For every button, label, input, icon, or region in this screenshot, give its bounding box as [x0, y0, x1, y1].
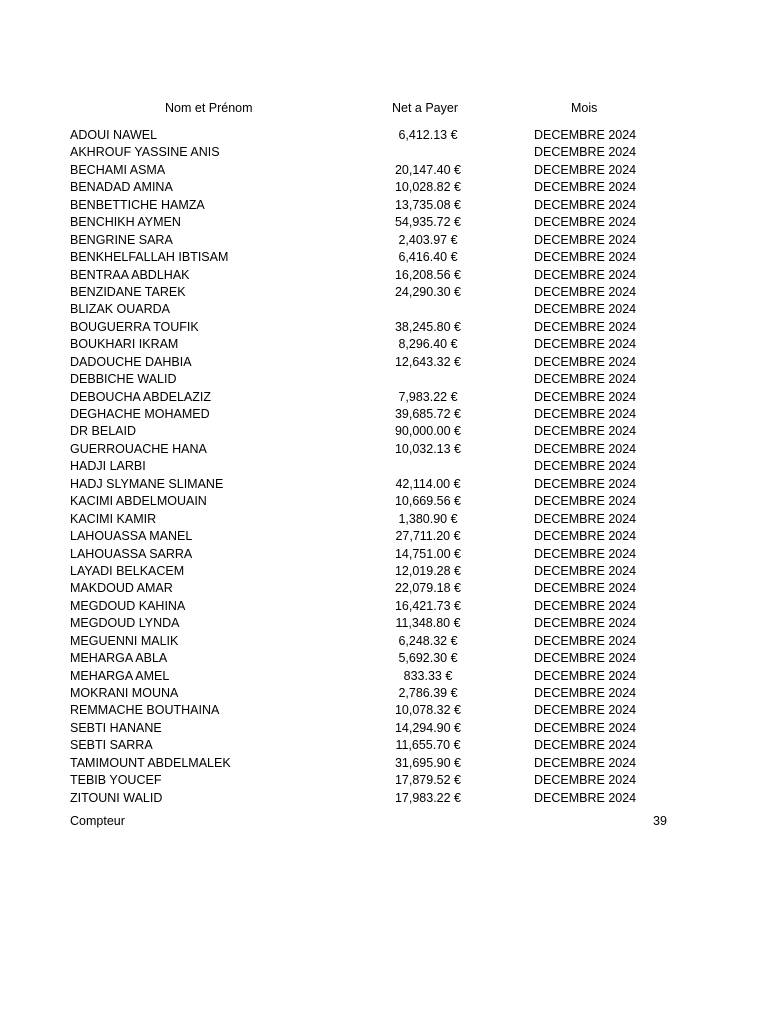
cell-net-pay: 20,147.40 € — [394, 162, 462, 177]
cell-name: MEGDOUD KAHINA — [70, 598, 186, 613]
cell-month: DECEMBRE 2024 — [534, 738, 637, 753]
table-row — [70, 162, 680, 179]
cell-net-pay: 14,751.00 € — [394, 546, 462, 561]
cell-name: SEBTI SARRA — [70, 738, 153, 753]
cell-month: DECEMBRE 2024 — [534, 633, 637, 648]
table-row — [70, 354, 680, 371]
cell-month: DECEMBRE 2024 — [534, 581, 637, 596]
cell-net-pay: 11,348.80 € — [395, 616, 461, 631]
cell-month: DECEMBRE 2024 — [534, 598, 637, 613]
cell-month: DECEMBRE 2024 — [534, 424, 637, 439]
table-row — [70, 720, 680, 737]
cell-month: DECEMBRE 2024 — [534, 773, 637, 788]
cell-name: DEGHACHE MOHAMED — [70, 407, 210, 421]
table-row — [70, 284, 680, 301]
cell-net-pay: 90,000.00 € — [394, 424, 462, 439]
cell-name: KACIMI ABDELMOUAIN — [70, 494, 207, 509]
cell-month: DECEMBRE 2024 — [534, 720, 637, 735]
cell-month: DECEMBRE 2024 — [534, 180, 637, 195]
table-row — [70, 580, 680, 597]
cell-month: DECEMBRE 2024 — [534, 755, 637, 770]
table-row — [70, 336, 680, 353]
table-row — [70, 790, 680, 807]
cell-month: DECEMBRE 2024 — [534, 337, 637, 352]
cell-month: DECEMBRE 2024 — [534, 459, 637, 474]
cell-name: HADJ SLYMANE SLIMANE — [70, 476, 224, 491]
cell-month: DECEMBRE 2024 — [534, 197, 637, 212]
table-row — [70, 737, 680, 754]
table-body — [70, 127, 680, 807]
cell-name: BENADAD AMINA — [70, 180, 173, 195]
table-row — [70, 755, 680, 772]
cell-net-pay: 10,078.32 € — [394, 703, 462, 718]
table-row — [70, 214, 680, 231]
cell-net-pay: 6,412.13 € — [398, 128, 458, 142]
counter-value: 39 — [653, 814, 667, 829]
table-row — [70, 633, 680, 650]
table-row — [70, 144, 680, 161]
cell-month: DECEMBRE 2024 — [534, 546, 637, 561]
cell-net-pay: 6,248.32 € — [398, 633, 458, 648]
cell-month: DECEMBRE 2024 — [534, 319, 637, 334]
payroll-table — [70, 101, 680, 830]
cell-name: DEBBICHE WALID — [70, 372, 177, 387]
cell-month: DECEMBRE 2024 — [534, 703, 637, 718]
cell-name: BENZIDANE TAREK — [70, 284, 186, 299]
cell-net-pay: 42,114.00 € — [395, 476, 461, 491]
cell-month: DECEMBRE 2024 — [534, 616, 637, 631]
cell-month: DECEMBRE 2024 — [534, 302, 637, 317]
table-row — [70, 685, 680, 702]
header-month: Mois — [571, 101, 598, 115]
cell-name: BOUKHARI IKRAM — [70, 337, 179, 352]
table-row — [70, 423, 680, 440]
cell-net-pay: 12,643.32 € — [394, 354, 462, 369]
cell-net-pay: 1,380.90 € — [398, 511, 458, 526]
table-row — [70, 127, 680, 144]
header-net-pay: Net a Payer — [392, 101, 459, 115]
table-row — [70, 702, 680, 719]
table-row — [70, 249, 680, 266]
table-row — [70, 179, 680, 196]
cell-name: KACIMI KAMIR — [70, 511, 157, 526]
cell-net-pay: 12,019.28 € — [394, 563, 462, 578]
cell-name: MEGDOUD LYNDA — [70, 616, 180, 631]
cell-name: LAHOUASSA MANEL — [70, 529, 193, 544]
table-row — [70, 441, 680, 458]
cell-net-pay: 39,685.72 € — [394, 407, 462, 421]
header-name: Nom et Prénom — [165, 101, 253, 115]
cell-month: DECEMBRE 2024 — [534, 668, 637, 683]
cell-net-pay: 6,416.40 € — [398, 250, 458, 265]
cell-net-pay: 16,208.56 € — [394, 267, 462, 282]
table-row — [70, 301, 680, 318]
cell-net-pay: 31,695.90 € — [394, 755, 462, 770]
cell-name: DADOUCHE DAHBIA — [70, 354, 192, 369]
cell-net-pay: 24,290.30 € — [394, 284, 462, 299]
table-row — [70, 319, 680, 336]
cell-month: DECEMBRE 2024 — [534, 563, 637, 578]
cell-month: DECEMBRE 2024 — [534, 267, 637, 282]
table-row — [70, 598, 680, 615]
cell-month: DECEMBRE 2024 — [534, 372, 637, 387]
cell-name: LAYADI BELKACEM — [70, 563, 185, 578]
table-header-row — [70, 101, 680, 117]
cell-month: DECEMBRE 2024 — [534, 441, 637, 456]
cell-name: AKHROUF YASSINE ANIS — [70, 145, 220, 160]
cell-net-pay: 27,711.20 € — [395, 529, 461, 544]
cell-net-pay: 2,786.39 € — [398, 686, 458, 700]
cell-name: DEBOUCHA ABDELAZIZ — [70, 389, 212, 404]
cell-month: DECEMBRE 2024 — [534, 511, 637, 526]
table-row — [70, 668, 680, 685]
cell-net-pay: 17,983.22 € — [394, 790, 462, 805]
cell-name: BENBETTICHE HAMZA — [70, 197, 205, 212]
cell-month: DECEMBRE 2024 — [534, 651, 637, 666]
cell-name: SEBTI HANANE — [70, 720, 162, 735]
cell-name: BENCHIKH AYMEN — [70, 215, 181, 230]
cell-net-pay: 54,935.72 € — [394, 215, 462, 230]
cell-month: DECEMBRE 2024 — [534, 128, 637, 142]
cell-name: TAMIMOUNT ABDELMALEK — [70, 755, 231, 770]
table-row — [70, 389, 680, 406]
cell-month: DECEMBRE 2024 — [534, 476, 637, 491]
cell-name: MEHARGA AMEL — [70, 668, 170, 683]
table-row — [70, 371, 680, 388]
table-row — [70, 232, 680, 249]
cell-net-pay: 833.33 € — [403, 668, 453, 683]
cell-name: BOUGUERRA TOUFIK — [70, 319, 199, 334]
cell-net-pay: 8,296.40 € — [398, 337, 458, 352]
table-footer-row — [70, 814, 680, 830]
table-row — [70, 476, 680, 493]
cell-name: MEHARGA ABLA — [70, 651, 168, 666]
cell-month: DECEMBRE 2024 — [534, 162, 637, 177]
table-row — [70, 528, 680, 545]
cell-name: MAKDOUD AMAR — [70, 581, 173, 596]
cell-month: DECEMBRE 2024 — [534, 686, 637, 700]
cell-net-pay: 10,669.56 € — [394, 494, 462, 509]
cell-name: GUERROUACHE HANA — [70, 441, 207, 456]
cell-net-pay: 22,079.18 € — [394, 581, 462, 596]
cell-name: HADJI LARBI — [70, 459, 146, 474]
table-row — [70, 197, 680, 214]
cell-net-pay: 38,245.80 € — [394, 319, 462, 334]
cell-name: ZITOUNI WALID — [70, 790, 163, 805]
cell-month: DECEMBRE 2024 — [534, 250, 637, 265]
cell-month: DECEMBRE 2024 — [534, 215, 637, 230]
cell-month: DECEMBRE 2024 — [534, 529, 637, 544]
table-row — [70, 772, 680, 789]
cell-month: DECEMBRE 2024 — [534, 232, 637, 247]
cell-net-pay: 14,294.90 € — [394, 720, 462, 735]
cell-name: MOKRANI MOUNA — [70, 686, 179, 700]
cell-net-pay: 7,983.22 € — [398, 389, 458, 404]
table-row — [70, 511, 680, 528]
cell-net-pay: 11,655.70 € — [395, 738, 461, 753]
cell-net-pay: 10,028.82 € — [394, 180, 462, 195]
cell-month: DECEMBRE 2024 — [534, 790, 637, 805]
table-row — [70, 458, 680, 475]
cell-month: DECEMBRE 2024 — [534, 354, 637, 369]
cell-name: BENTRAA ABDLHAK — [70, 267, 190, 282]
table-row — [70, 650, 680, 667]
cell-name: BENGRINE SARA — [70, 232, 173, 247]
cell-net-pay: 17,879.52 € — [394, 773, 462, 788]
table-row — [70, 406, 680, 423]
cell-net-pay: 5,692.30 € — [398, 651, 458, 666]
cell-month: DECEMBRE 2024 — [534, 145, 637, 160]
cell-name: BENKHELFALLAH IBTISAM — [70, 250, 229, 265]
table-row — [70, 267, 680, 284]
table-row — [70, 493, 680, 510]
table-row — [70, 615, 680, 632]
cell-name: ADOUI NAWEL — [70, 128, 158, 142]
cell-name: REMMACHE BOUTHAINA — [70, 703, 220, 718]
cell-month: DECEMBRE 2024 — [534, 407, 637, 421]
cell-net-pay: 16,421.73 € — [394, 598, 462, 613]
cell-name: BLIZAK OUARDA — [70, 302, 171, 317]
cell-net-pay: 10,032.13 € — [394, 441, 462, 456]
cell-name: TEBIB YOUCEF — [70, 773, 162, 788]
counter-label: Compteur — [70, 814, 125, 829]
cell-month: DECEMBRE 2024 — [534, 494, 637, 509]
table-row — [70, 546, 680, 563]
cell-net-pay: 2,403.97 € — [398, 232, 458, 247]
table-row — [70, 563, 680, 580]
cell-month: DECEMBRE 2024 — [534, 284, 637, 299]
cell-name: MEGUENNI MALIK — [70, 633, 179, 648]
cell-name: DR BELAID — [70, 424, 136, 439]
cell-month: DECEMBRE 2024 — [534, 389, 637, 404]
cell-name: BECHAMI ASMA — [70, 162, 166, 177]
cell-name: LAHOUASSA SARRA — [70, 546, 193, 561]
cell-net-pay: 13,735.08 € — [394, 197, 462, 212]
